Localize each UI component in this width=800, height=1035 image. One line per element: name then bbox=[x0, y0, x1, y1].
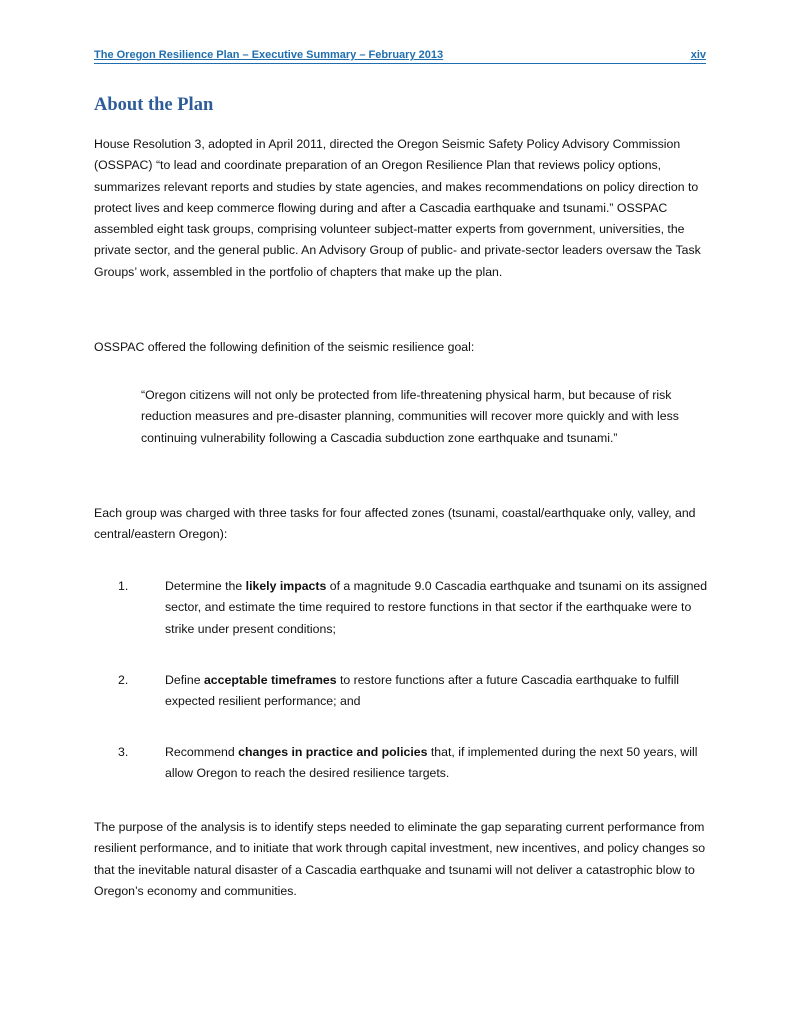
header-title: The Oregon Resilience Plan – Executive Summary – February 2013 bbox=[94, 49, 444, 61]
tasks-intro-paragraph: Each group was charged with three tasks for four affected zones (tsunami, coastal/earthquake only, valley, and central/eastern Oregon): bbox=[94, 506, 696, 542]
page-number: xiv bbox=[690, 49, 706, 61]
resilience-goal-quote: “Oregon citizens will not only be protected from life-threatening physical harm, but because of risk reduction measures and pre-disaster planning, communities will recover more quickly and with less continuing vulnerability following a Cascadia subduction zone earthquake and tsunami.” bbox=[141, 388, 679, 445]
task-emphasis: changes in practice and policies bbox=[238, 745, 428, 759]
section-heading: About the Plan bbox=[94, 95, 214, 115]
task-emphasis: acceptable timeframes bbox=[203, 673, 337, 687]
task-number: 2. bbox=[118, 673, 129, 687]
conclusion-paragraph: The purpose of the analysis is to identify steps needed to eliminate the gap separating current performance from resilient performance, and to initiate that work through capital investment, new incentives, and policy changes so that the inevitable natural disaster of a Cascadia earthquake and tsunami will not deliver a catastrophic blow to Oregon’s economy and communities. bbox=[94, 820, 706, 898]
page-header bbox=[94, 48, 706, 64]
intro-paragraph: House Resolution 3, adopted in April 2011, directed the Oregon Seismic Safety Policy Advisory Commission (OSSPAC) “to lead and coordinate preparation of an Oregon Resilience Plan that reviews policy options, summarizes relevant reports and studies by state agencies, and makes recommendations on policy direction to protect lives and keep commerce flowing during and after a Cascadia earthquake and tsunami.” OSSPAC assembled eight task groups, comprising volunteer subject-matter experts from government, universities, the private sector, and the general public. An Advisory Group of public- and private-sector leaders oversaw the Task Groups’ work, assembled in the portfolio of chapters that make up the plan. bbox=[94, 137, 701, 279]
task-text: Define acceptable timeframes to restore functions after a future Cascadia earthquake to fulfill expected resilient performance; and bbox=[165, 673, 680, 709]
task-text: Recommend changes in practice and policies that, if implemented during the next 50 years, will allow Oregon to reach the desired resilience targets. bbox=[165, 745, 698, 781]
task-number: 1. bbox=[118, 579, 129, 593]
task-emphasis: likely impacts bbox=[245, 579, 327, 593]
definition-intro-paragraph: OSSPAC offered the following definition of the seismic resilience goal: bbox=[94, 340, 475, 354]
task-text: Determine the likely impacts of a magnitude 9.0 Cascadia earthquake and tsunami on its assigned sector, and estimate the time required to restore functions in that sector if the earthquake were to strike under present conditions; bbox=[165, 579, 708, 636]
task-number: 3. bbox=[118, 745, 129, 759]
